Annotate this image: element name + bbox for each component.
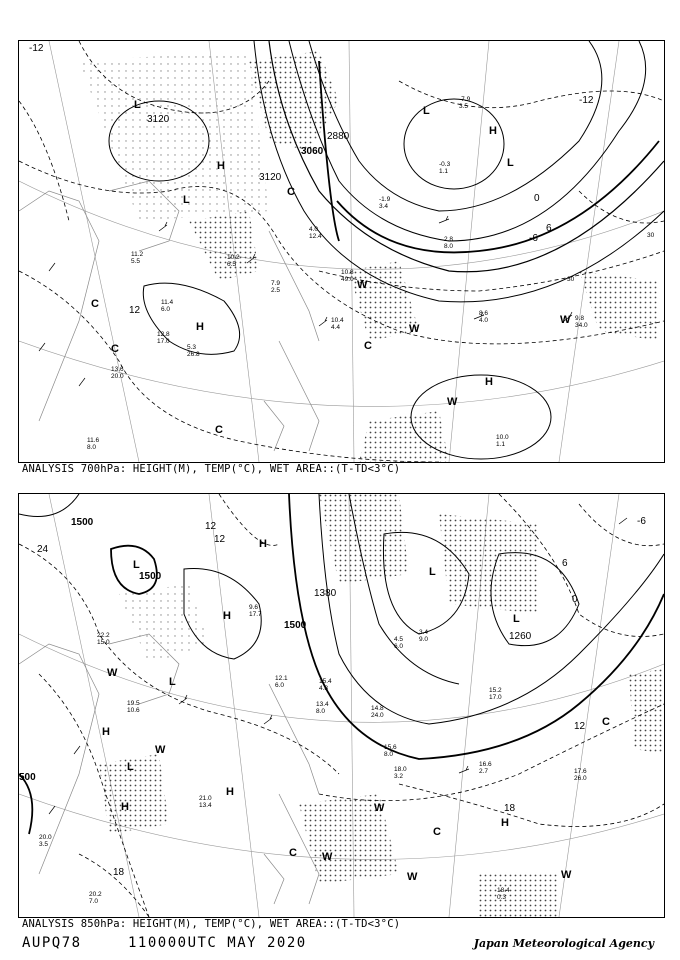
isotherm-label: 12 <box>574 721 586 732</box>
system-symbol: L <box>169 676 176 688</box>
svg-text:3.4: 3.4 <box>379 203 389 210</box>
svg-text:11.2: 11.2 <box>131 251 144 258</box>
svg-text:17.0: 17.0 <box>157 338 170 345</box>
isotherm-label: -12 <box>579 95 594 106</box>
svg-text:5.5: 5.5 <box>131 258 141 265</box>
system-symbol: C <box>602 716 610 728</box>
station-plot <box>459 96 471 110</box>
station-plot <box>111 366 124 380</box>
system-symbol: W <box>357 279 368 291</box>
station-plot <box>341 269 354 283</box>
svg-text:3.4: 3.4 <box>419 629 429 636</box>
system-symbol: L <box>429 566 436 578</box>
svg-text:12.4: 12.4 <box>309 233 322 240</box>
isotherm-label: 12 <box>214 534 226 545</box>
system-symbol: H <box>226 786 234 798</box>
svg-text:21.0: 21.0 <box>199 795 212 802</box>
isotherm-label: 6 <box>562 558 568 569</box>
station-plot <box>574 768 587 782</box>
station-plot <box>87 437 100 451</box>
svg-text:15.4: 15.4 <box>319 678 332 685</box>
svg-text:11.4: 11.4 <box>161 299 174 306</box>
coastlines <box>19 181 319 451</box>
svg-text:22.2: 22.2 <box>97 632 110 639</box>
station-plot <box>89 891 102 905</box>
system-symbol: L <box>127 761 134 773</box>
svg-text:13.4: 13.4 <box>316 701 329 708</box>
system-symbol: L <box>507 157 514 169</box>
system-symbol: H <box>489 125 497 137</box>
svg-text:11.6: 11.6 <box>87 437 100 444</box>
svg-text:8.0: 8.0 <box>87 444 97 451</box>
contour-label: 2880 <box>327 131 350 142</box>
system-symbol: H <box>217 160 225 172</box>
system-symbol: H <box>501 817 509 829</box>
station-plot <box>271 280 280 294</box>
contour-label: 1500 <box>139 571 162 582</box>
svg-text:3.2: 3.2 <box>394 773 404 780</box>
svg-text:13.4: 13.4 <box>199 802 212 809</box>
svg-text:-0.3: -0.3 <box>439 161 451 168</box>
system-symbol: H <box>485 376 493 388</box>
system-symbol: C <box>111 343 119 355</box>
station-plot <box>489 687 502 701</box>
system-symbol: W <box>374 802 385 814</box>
svg-text:1.1: 1.1 <box>439 168 449 175</box>
svg-text:6.0: 6.0 <box>161 306 171 313</box>
system-symbol: H <box>223 610 231 622</box>
svg-text:18.4: 18.4 <box>497 887 510 894</box>
svg-text:17.6: 17.6 <box>574 768 587 775</box>
system-symbol: W <box>409 323 420 335</box>
svg-text:9.8: 9.8 <box>575 315 585 322</box>
station-plot <box>161 299 174 313</box>
svg-text:4.4: 4.4 <box>331 324 341 331</box>
svg-text:8.0: 8.0 <box>316 708 326 715</box>
isotherm-label: 12 <box>129 305 141 316</box>
svg-text:3.5: 3.5 <box>459 103 469 110</box>
system-symbol: W <box>561 869 572 881</box>
system-symbol: C <box>215 424 223 436</box>
svg-text:34.0: 34.0 <box>575 322 588 329</box>
station-plot <box>187 344 200 358</box>
system-symbol: L <box>134 99 141 111</box>
isotherm-label: 12 <box>205 521 217 532</box>
map-700hpa-svg <box>19 41 664 462</box>
station-plot <box>419 629 428 643</box>
map-850hpa-svg <box>19 494 664 917</box>
system-symbol: H <box>121 801 129 813</box>
station-plot <box>394 636 403 650</box>
contour-label: 1500 <box>71 517 94 528</box>
caption-850hpa: ANALYSIS 850hPa: HEIGHT(M), TEMP(°C), WET AREA::(T-TD<3°C) <box>22 918 401 930</box>
svg-text:4.0: 4.0 <box>309 226 319 233</box>
svg-text:0.3: 0.3 <box>497 894 507 901</box>
valid-time: 110000UTC MAY 2020 <box>128 935 307 951</box>
svg-text:10.8: 10.8 <box>341 269 354 276</box>
isotherm-label: -6 <box>529 233 538 244</box>
svg-text:3.5: 3.5 <box>39 841 49 848</box>
isotherm-label: 6 <box>546 223 552 234</box>
station-plot <box>331 317 344 331</box>
svg-text:13.6: 13.6 <box>111 366 124 373</box>
svg-text:14.8: 14.8 <box>371 705 384 712</box>
station-plot <box>439 161 451 175</box>
latitude-label: 30 <box>567 276 575 283</box>
station-plot <box>157 331 170 345</box>
svg-text:20.0: 20.0 <box>111 373 124 380</box>
station-plot <box>479 310 488 324</box>
system-symbol: W <box>322 851 333 863</box>
svg-text:18.0: 18.0 <box>394 766 407 773</box>
isotherm-label: -6 <box>637 516 646 527</box>
svg-text:2.7: 2.7 <box>479 768 489 775</box>
coastlines <box>19 634 319 904</box>
station-plot <box>444 236 453 250</box>
contour-label: 3120 <box>259 172 282 183</box>
svg-text:2.8: 2.8 <box>444 236 454 243</box>
svg-text:4.5: 4.5 <box>394 636 404 643</box>
contour-label: 500 <box>19 772 36 783</box>
svg-text:4.0: 4.0 <box>479 317 489 324</box>
svg-text:12.8: 12.8 <box>157 331 170 338</box>
system-symbol: C <box>289 847 297 859</box>
contour-label: 3060 <box>301 146 324 157</box>
station-plot <box>249 604 262 618</box>
svg-text:9.6: 9.6 <box>249 604 259 611</box>
isotherm-label: -12 <box>29 43 44 54</box>
svg-text:24.0: 24.0 <box>371 712 384 719</box>
svg-text:10.6: 10.6 <box>127 707 140 714</box>
svg-text:49.0: 49.0 <box>341 276 354 283</box>
svg-text:20.0: 20.0 <box>39 834 52 841</box>
isotherm-label: 18 <box>504 803 516 814</box>
station-plot <box>309 226 322 240</box>
system-symbol: C <box>433 826 441 838</box>
station-plot <box>97 632 110 646</box>
station-plot <box>127 700 140 714</box>
station-plot <box>379 196 391 210</box>
system-symbol: H <box>259 538 267 550</box>
isotherm-label: 0 <box>572 594 578 605</box>
analysis-700hpa-map <box>18 40 665 463</box>
svg-text:26.0: 26.0 <box>574 775 587 782</box>
system-symbol: L <box>423 105 430 117</box>
wet-areas <box>79 51 659 462</box>
isotherm-label: 0 <box>534 193 540 204</box>
system-symbol: L <box>513 613 520 625</box>
svg-text:15.0: 15.0 <box>97 639 110 646</box>
station-plot <box>575 315 588 329</box>
station-plot <box>371 705 384 719</box>
svg-text:9.0: 9.0 <box>419 636 429 643</box>
system-symbol: W <box>155 744 166 756</box>
station-plot <box>199 795 212 809</box>
svg-text:19.5: 19.5 <box>127 700 140 707</box>
svg-text:6.0: 6.0 <box>394 643 404 650</box>
system-symbol: W <box>560 314 571 326</box>
svg-text:15.2: 15.2 <box>489 687 502 694</box>
svg-text:15.6: 15.6 <box>384 744 397 751</box>
contour-label: 1260 <box>509 631 532 642</box>
system-symbol: C <box>287 186 295 198</box>
station-plot <box>316 701 329 715</box>
system-symbol: W <box>447 396 458 408</box>
svg-text:26.8: 26.8 <box>187 351 200 358</box>
svg-text:16.6: 16.6 <box>479 761 492 768</box>
svg-text:10.0: 10.0 <box>496 434 509 441</box>
isotherm-label: 18 <box>113 867 125 878</box>
station-plot <box>496 434 509 448</box>
svg-text:17.7: 17.7 <box>249 611 262 618</box>
station-plot <box>319 678 332 692</box>
station-plot <box>131 251 144 265</box>
svg-text:8.6: 8.6 <box>479 310 489 317</box>
system-symbol: L <box>183 194 190 206</box>
svg-text:-1.9: -1.9 <box>379 196 391 203</box>
svg-text:4.8: 4.8 <box>319 685 329 692</box>
svg-text:7.0: 7.0 <box>89 898 99 905</box>
isotherm-label: 24 <box>37 544 49 555</box>
chart-id: AUPQ78 <box>22 935 82 951</box>
station-plot <box>479 761 492 775</box>
svg-text:8.0: 8.0 <box>444 243 454 250</box>
analysis-850hpa-map <box>18 493 665 918</box>
agency-name: Japan Meteorological Agency <box>473 937 654 950</box>
station-plot <box>275 675 288 689</box>
system-symbol: H <box>196 321 204 333</box>
svg-text:17.0: 17.0 <box>489 694 502 701</box>
svg-text:10.2: 10.2 <box>227 254 240 261</box>
svg-text:7.9: 7.9 <box>271 280 281 287</box>
svg-text:8.0: 8.0 <box>384 751 394 758</box>
svg-text:20.2: 20.2 <box>89 891 102 898</box>
svg-text:12.1: 12.1 <box>275 675 288 682</box>
system-symbol: C <box>364 340 372 352</box>
system-symbol: L <box>133 559 140 571</box>
svg-text:5.3: 5.3 <box>187 344 197 351</box>
svg-text:2.5: 2.5 <box>271 287 281 294</box>
contour-label: 1500 <box>284 620 307 631</box>
system-symbol: W <box>107 667 118 679</box>
svg-text:1.1: 1.1 <box>496 441 506 448</box>
svg-text:6.5: 6.5 <box>227 261 237 268</box>
svg-text:10.4: 10.4 <box>331 317 344 324</box>
contour-label: 1380 <box>314 588 337 599</box>
latitude-label: 30 <box>647 232 655 239</box>
svg-text:-7.9: -7.9 <box>459 96 471 103</box>
system-symbol: C <box>91 298 99 310</box>
system-symbol: W <box>407 871 418 883</box>
system-symbol: H <box>102 726 110 738</box>
station-plot <box>394 766 407 780</box>
caption-700hpa: ANALYSIS 700hPa: HEIGHT(M), TEMP(°C), WET AREA::(T-TD<3°C) <box>22 463 401 475</box>
contour-label: 3120 <box>147 114 170 125</box>
svg-text:6.0: 6.0 <box>275 682 285 689</box>
